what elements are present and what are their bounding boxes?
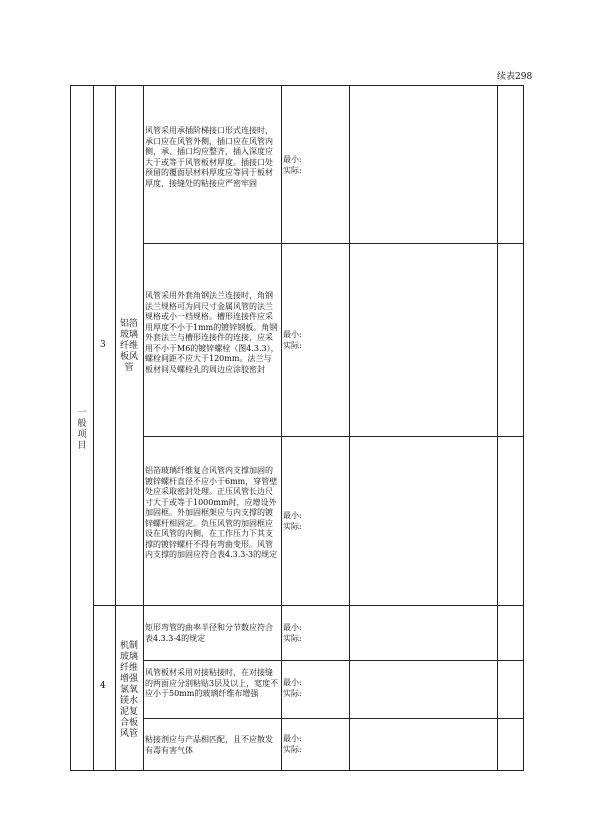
actual-label: 实际: — [283, 688, 302, 698]
actual-label: 实际: — [283, 165, 302, 175]
min-label: 最小: — [283, 155, 302, 164]
group-no: 3 — [100, 340, 106, 350]
requirement-text: 风管板材采用对接粘接时，在对接缝的两面应分别粘贴3层及以上，宽度不应小于50mm的玻璃纤维布增强 — [145, 668, 279, 698]
min-label: 最小: — [283, 678, 302, 687]
min-label: 最小: — [283, 734, 302, 743]
requirement-text: 铝箔玻璃纤维复合风管内支撑加固的镀锌螺杆直径不应小于6mm，穿管壁处应采取密封处理。正压风管长边尺寸大于或等于1000mm时，应增设外加固框。外加固框架应与内支撑的镀锌螺杆相固定。负压风管的加固框应设在风管的内侧，在工作压力下其支撑的镀锌螺杆不得有弯曲变形。风管内支撑的加固应符合表4.3.3-3的规定 — [145, 466, 278, 559]
actual-label: 实际: — [283, 744, 302, 754]
group-name: 铝箔玻璃纤维板风管 — [119, 319, 138, 373]
actual-label: 实际: — [283, 521, 302, 531]
actual-label: 实际: — [283, 633, 302, 643]
min-label: 最小: — [283, 330, 302, 339]
continued-label: 续表298 — [497, 72, 533, 82]
requirement-text: 矩形弯管的曲率半径和分节数应符合表4.3.3-4的规定 — [145, 623, 273, 643]
actual-label: 实际: — [283, 340, 302, 350]
group-no: 4 — [100, 681, 106, 691]
requirement-text: 风管采用外套角钢法兰连接时，角钢法兰规格可为同尺寸金属风管的法兰规格或小一档规格。槽形连接件应采用厚度不小于1mm的镀锌钢板。角钢外套法兰与槽形连接件的连接，应采用不小于M6的镀锌螺栓（图4.3.3），螺栓间距不应大于120mm。法兰与板材间及螺栓孔的周边应涂胶密封 — [145, 291, 279, 374]
category-label: 一般项目 — [77, 408, 87, 451]
requirement-text: 风管采用承插阶梯接口形式连接时，承口应在风管外侧，插口应在风管内侧，承、插口均应整齐，插入深度应大于或等于风管板材厚度。插接口处预留的覆面层材料厚度应等同于板材厚度，接缝处的粘接应严密牢固 — [145, 126, 273, 188]
min-label: 最小: — [283, 511, 302, 520]
inspection-table — [70, 85, 524, 771]
requirement-text: 粘接剂应与产品相匹配，且不应散发有毒有害气体 — [145, 735, 273, 755]
group-name: 机制玻璃纤维增强氯氧镁水泥复合板风管 — [119, 641, 138, 739]
min-label: 最小: — [283, 623, 302, 632]
